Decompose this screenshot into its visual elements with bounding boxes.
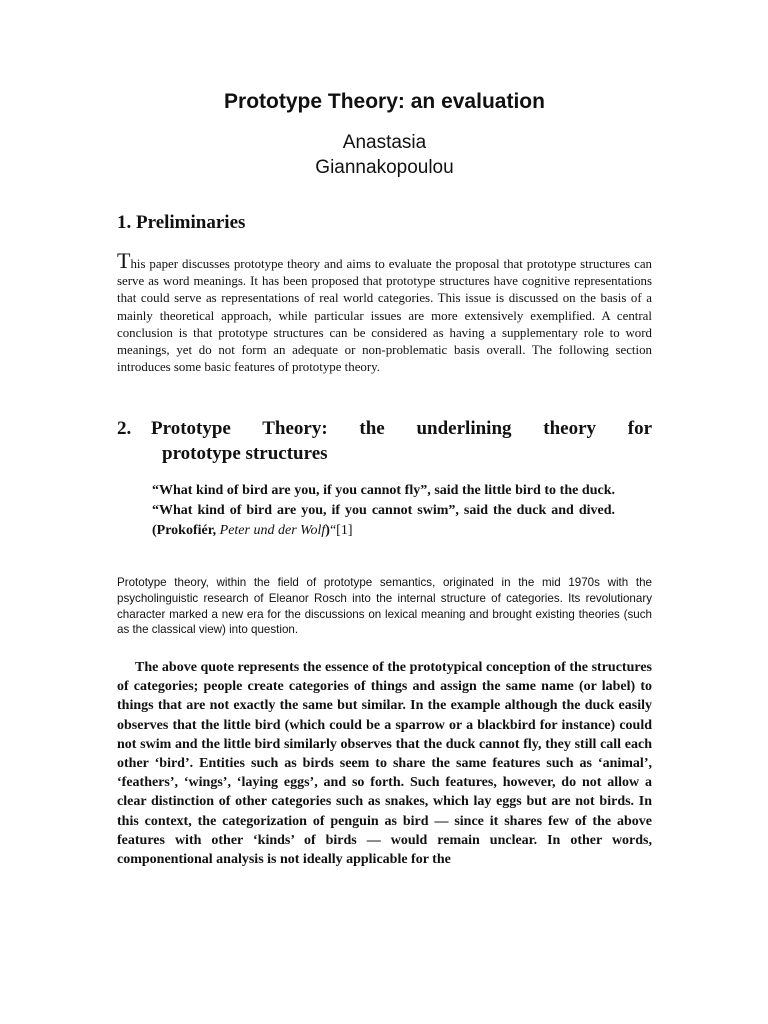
drop-cap-letter: T: [117, 248, 131, 273]
author-name: [117, 130, 652, 180]
section-1-heading: 1. Preliminaries: [117, 212, 246, 233]
section-2-number: 2.: [117, 418, 132, 439]
author-first-name: Anastasia: [342, 132, 427, 153]
body-paragraph-2: The above quote represents the essence of the prototypical conception of the structures of categories; people create categories of things and assign the same name (or label) to things that are not exactly the same but similar. In the example although the duck easily observes that the little bird (which could be a sparrow or a blackbird for instance) could not swim and the little bird similarly observes that the duck cannot fly, they still call each other ‘bird’. Entities such as birds seem to share the same features such as ‘animal’, ‘feathers’, ‘wings’, ‘laying eggs’, and so forth. Such features, however, do not allow a clear distinction of other categories such as snakes, which lay eggs but are not birds. In this context, the categorization of penguin as bird — since it shares few of the above features with other ‘kinds’ of birds — would remain unclear. In other words, componentional analysis is not ideally applicable for the: [117, 660, 652, 868]
abstract-paragraph: [117, 248, 652, 376]
quote-close-paren: ): [325, 523, 330, 539]
section-2-heading: [117, 417, 652, 466]
body-paragraph-1: Prototype theory, within the field of prototype semantics, originated in the mid 1970s with the psycholinguistic research of Eleanor Rosch into the internal structure of categories. Its revolutionary character marked a new era for the discussions on lexical meaning and brought existing theories (such as the classical view) into question.: [117, 576, 652, 637]
section-2-heading-text-1: Prototype Theory: the underlining theory for: [151, 418, 652, 439]
section-2-heading-line-1: [117, 417, 652, 442]
quote-text: “What kind of bird are you, if you cannot fly”, said the little bird to the duck. “What kind of bird are you, if you cannot swim”, said the duck and dived. (Prokofiér,: [152, 483, 615, 539]
footnote-reference: “[1]: [329, 523, 353, 539]
abstract-text: his paper discusses prototype theory and aims to evaluate the proposal that prototype structures can serve as word meanings. It has been proposed that prototype structures have cognitive representations that could serve as representations of real world categories. This issue is discussed on the basis of a mainly theoretical approach, while particular issues are more extensively exemplified. A central conclusion is that prototype structures can be considered as having a supplementary role to word meanings, yet do not form an adequate or non-problematic basis overall. The following section introduces some basic features of prototype theory.: [117, 257, 652, 375]
section-2-heading-line-2: prototype structures: [162, 442, 328, 464]
author-last-name: Giannakopoulou: [315, 157, 454, 178]
document-title: Prototype Theory: an evaluation: [224, 90, 545, 113]
quote-source-title: Peter und der Wolf: [219, 523, 326, 539]
epigraph-quote: [152, 481, 615, 542]
